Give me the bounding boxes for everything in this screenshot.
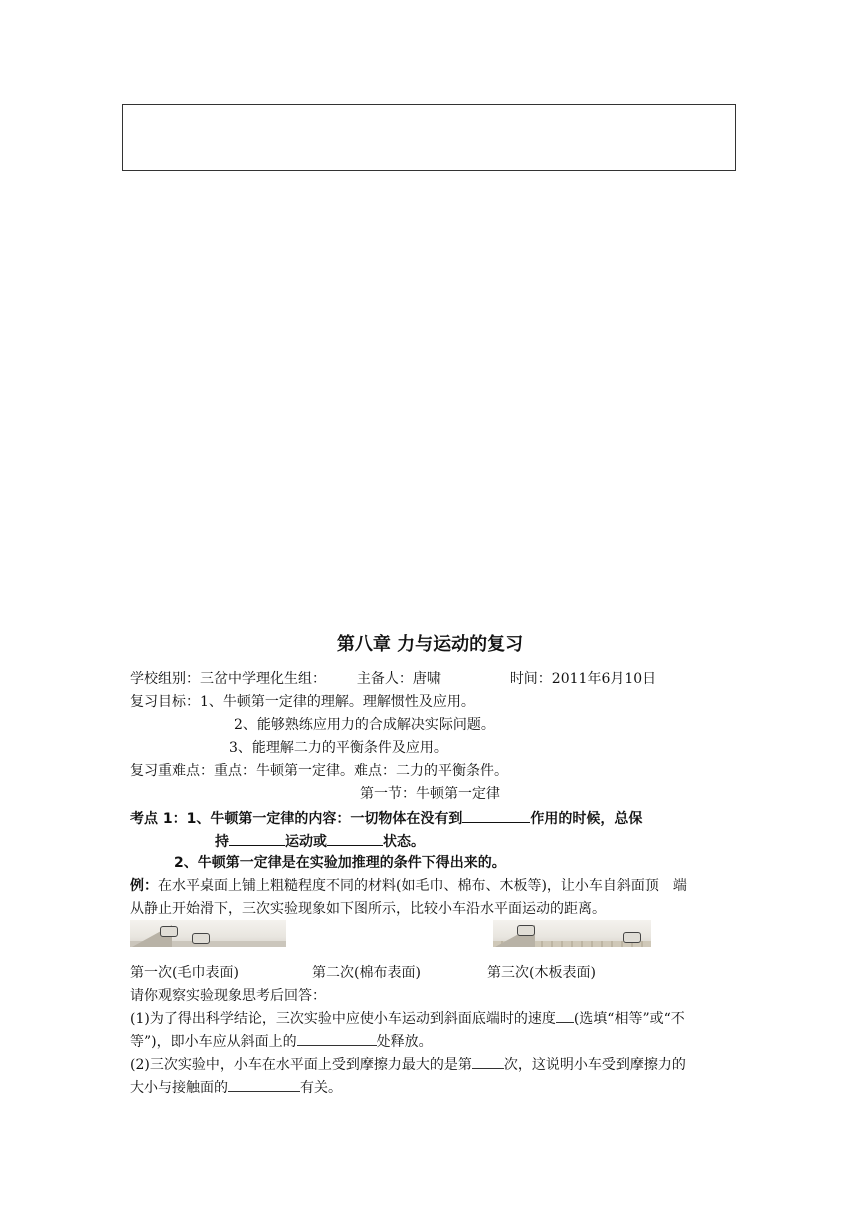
goal-item-1: 1、牛顿第一定律的理解。理解惯性及应用。 [200,694,475,710]
blank-surface-factor[interactable] [228,1077,300,1092]
cart-icon [517,925,535,936]
example-label: 例： [130,878,158,894]
q1-line1 [130,1008,685,1030]
q1-line2 [130,1031,433,1053]
kaodian1-text-b: 作用的时候，总保 [530,811,643,827]
kaodian1-line3: 2、牛顿第一定律是在实验加推理的条件下得出来的。 [174,855,506,871]
caption-third: 第三次(木板表面) [487,965,596,981]
school-group: 学校组别：三岔中学理化生组： [130,671,326,687]
q2-line2 [130,1077,342,1099]
goals-label: 复习目标： [130,694,200,710]
q2-line1 [130,1054,686,1076]
header-box [122,104,736,171]
blank-state[interactable] [327,829,383,846]
kaodian1-text-c: 持 [215,834,229,850]
q2-text-a: (2)三次实验中，小车在水平面上受到摩擦力最大的是第 [130,1057,472,1073]
example-line2: 从静止开始滑下，三次实验现象如下图所示，比较小车沿水平面运动的距离。 [130,901,606,917]
cart-icon [623,932,641,943]
page-title: 第八章 力与运动的复习 [336,634,524,655]
kaodian1-line2 [215,829,425,853]
q2-text-c: 大小与接触面的 [130,1080,228,1096]
blank-trial-number[interactable] [472,1054,504,1069]
q1-text-b: (选填“相等”或“不 [573,1011,685,1027]
blank-speed[interactable] [556,1008,574,1023]
cart-icon [192,933,210,944]
q1-text-d: 处释放。 [376,1034,433,1050]
kaodian1-prefix: 考点 1： [130,811,187,827]
q1-text-a: (1)为了得出科学结论，三次实验中应使小车运动到斜面底端时的速度 [130,1011,556,1027]
author: 主备人：唐啸 [356,671,441,687]
cart-icon [160,926,178,937]
kaodian1-text-d: 运动或 [285,834,327,850]
date: 时间：2011年6月10日 [509,671,657,687]
caption-second: 第二次(棉布表面) [312,965,421,981]
section-title: 第一节：牛顿第一定律 [360,786,500,802]
key-points: 复习重难点：重点：牛顿第一定律。难点：二力的平衡条件。 [130,763,508,779]
q2-text-b: 次，这说明小车受到摩擦力的 [503,1057,686,1073]
kaodian1-text-a: 1、牛顿第一定律的内容：一切物体在没有到 [186,811,463,827]
experiment-image-towel [130,920,286,947]
experiment-image-wood [493,920,651,947]
goal-item-3: 3、能理解二力的平衡条件及应用。 [229,740,448,756]
q1-text-c: 等”)，即小车应从斜面上的 [130,1034,297,1050]
goal-item-2: 2、能够熟练应用力的合成解决实际问题。 [234,717,495,733]
example-text-1: 在水平桌面上铺上粗糙程度不同的材料(如毛巾、棉布、木板等)，让小车自斜面顶 端 [158,878,687,894]
q2-text-d: 有关。 [300,1080,342,1096]
question-prompt: 请你观察实验现象思考后回答： [130,988,326,1004]
info-line [130,668,656,690]
blank-motion[interactable] [229,829,285,846]
example-line1 [130,875,687,897]
kaodian1-text-e: 状态。 [383,834,425,850]
goals-line-1 [130,691,475,713]
blank-force[interactable] [462,806,530,823]
blank-release-point[interactable] [297,1031,377,1046]
kaodian1-line1 [130,806,642,830]
caption-first: 第一次(毛巾表面) [130,965,239,981]
